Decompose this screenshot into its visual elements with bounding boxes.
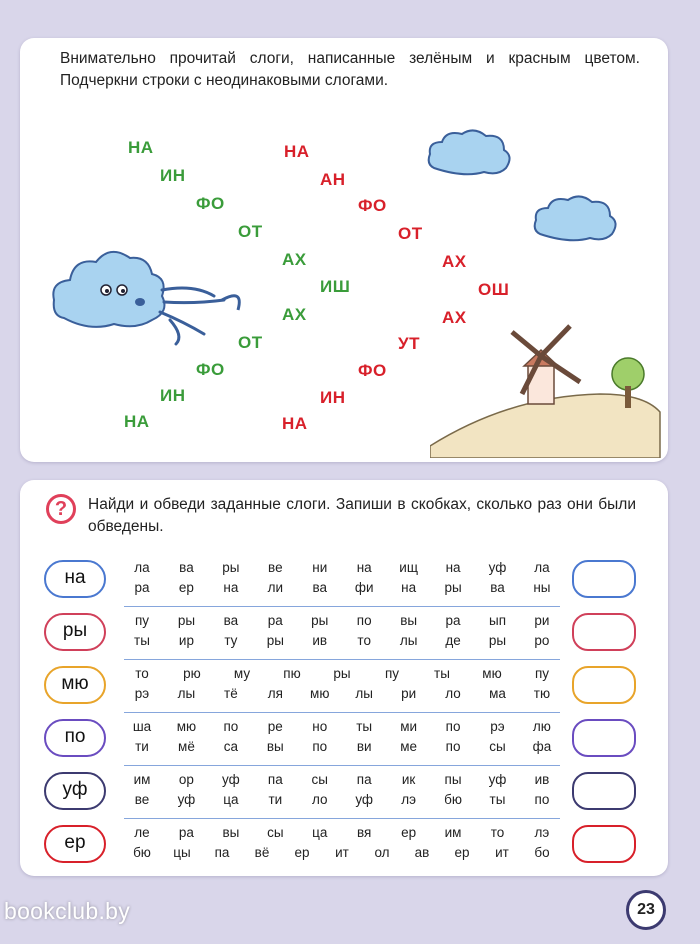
- syllable[interactable]: ты: [489, 792, 506, 807]
- syllable-line: [122, 578, 562, 598]
- syllable[interactable]: ир: [178, 633, 194, 648]
- syllable[interactable]: ер: [178, 580, 194, 595]
- syllable[interactable]: вя: [357, 825, 372, 840]
- syllable[interactable]: ры: [177, 613, 196, 628]
- syllable[interactable]: ра: [267, 613, 283, 628]
- syllable[interactable]: ло: [311, 792, 328, 807]
- blowing-cloud-illustration: [44, 238, 244, 348]
- syllable-line: [122, 737, 562, 757]
- syllable[interactable]: ра: [134, 580, 150, 595]
- syllable[interactable]: ты: [434, 666, 450, 681]
- syllable[interactable]: ры: [488, 633, 507, 648]
- syllable-line: [122, 611, 562, 631]
- syllable[interactable]: цы: [173, 845, 191, 860]
- syllable[interactable]: пу: [384, 666, 400, 681]
- target-syllable: ер: [44, 825, 106, 863]
- target-syllable: ры: [44, 613, 106, 651]
- syllable-row: [122, 770, 562, 814]
- answer-box[interactable]: [572, 825, 636, 863]
- syllable[interactable]: пю: [283, 666, 301, 681]
- red-syllable: ФО: [358, 361, 387, 380]
- syllable[interactable]: вы: [400, 613, 418, 628]
- syllable[interactable]: ер: [294, 845, 310, 860]
- syllable[interactable]: са: [223, 739, 238, 754]
- syllable[interactable]: ры: [266, 633, 284, 648]
- row-separator: [124, 606, 560, 607]
- syllable[interactable]: ры: [222, 560, 240, 575]
- row-separator: [124, 818, 560, 819]
- syllable-row: [122, 611, 562, 655]
- syllable[interactable]: ры: [311, 613, 329, 628]
- target-syllable: уф: [44, 772, 106, 810]
- syllable[interactable]: уф: [222, 772, 240, 787]
- syllable[interactable]: ор: [178, 772, 194, 787]
- syllable[interactable]: по: [445, 739, 461, 754]
- red-syllable: АХ: [442, 308, 467, 327]
- syllable[interactable]: на: [401, 580, 417, 595]
- syllable[interactable]: мю: [310, 686, 330, 701]
- syllable[interactable]: рю: [183, 666, 201, 681]
- syllable[interactable]: ту: [224, 633, 238, 648]
- syllable-line: [122, 823, 562, 843]
- exercise-2-instruction: Найди и обведи заданные слоги. Запиши в скобках, сколько раз они были обведены.: [88, 496, 636, 535]
- syllable[interactable]: ра: [178, 825, 194, 840]
- red-syllable: ФО: [358, 196, 387, 215]
- syllable-row: [122, 558, 562, 602]
- green-syllable: ФО: [196, 194, 225, 213]
- syllable-line: [122, 631, 562, 651]
- red-syllable: ИН: [320, 388, 346, 407]
- green-syllable: ИШ: [320, 277, 351, 296]
- syllable-row: [122, 717, 562, 761]
- syllable[interactable]: сы: [267, 825, 284, 840]
- syllable-line: [122, 684, 562, 704]
- syllable[interactable]: ме: [400, 739, 418, 754]
- syllable[interactable]: на: [356, 560, 372, 575]
- syllable[interactable]: ты: [134, 633, 150, 648]
- syllable[interactable]: уф: [488, 560, 507, 575]
- syllable[interactable]: лы: [399, 633, 418, 648]
- green-syllable: АХ: [282, 250, 307, 269]
- exercise-card-2: [20, 480, 668, 876]
- syllable[interactable]: ри: [401, 686, 417, 701]
- syllable[interactable]: ры: [444, 580, 462, 595]
- syllable[interactable]: ив: [312, 633, 328, 648]
- syllable[interactable]: бю: [444, 792, 462, 807]
- red-syllable: АН: [320, 170, 346, 189]
- syllable[interactable]: ве: [134, 792, 150, 807]
- syllable[interactable]: ре: [267, 719, 283, 734]
- syllable[interactable]: ла: [134, 560, 150, 575]
- syllable[interactable]: ла: [534, 560, 550, 575]
- syllable[interactable]: ти: [135, 739, 149, 754]
- syllable[interactable]: вы: [266, 739, 284, 754]
- red-syllable: ОТ: [398, 224, 423, 243]
- syllable[interactable]: сы: [311, 772, 328, 787]
- syllable[interactable]: ца: [312, 825, 328, 840]
- syllable[interactable]: по: [223, 719, 239, 734]
- syllable-line: [122, 664, 562, 684]
- syllable[interactable]: рэ: [134, 686, 150, 701]
- syllable[interactable]: вё: [254, 845, 270, 860]
- syllable[interactable]: уф: [177, 792, 196, 807]
- answer-box[interactable]: [572, 719, 636, 757]
- green-syllable: ИН: [160, 166, 186, 185]
- syllable[interactable]: по: [312, 739, 328, 754]
- answer-box[interactable]: [572, 666, 636, 704]
- green-syllable: ИН: [160, 386, 186, 405]
- syllable[interactable]: ып: [488, 613, 506, 628]
- syllable[interactable]: по: [356, 613, 372, 628]
- syllable[interactable]: по: [534, 792, 550, 807]
- red-syllable: АХ: [442, 252, 467, 271]
- syllable[interactable]: фа: [532, 739, 552, 754]
- target-syllable: мю: [44, 666, 106, 704]
- syllable[interactable]: ва: [179, 560, 194, 575]
- syllable-line: [122, 790, 562, 810]
- syllable[interactable]: ол: [374, 845, 390, 860]
- syllable[interactable]: де: [445, 633, 461, 648]
- green-syllable: НА: [128, 138, 154, 157]
- syllable[interactable]: ив: [534, 772, 550, 787]
- syllable[interactable]: то: [357, 633, 371, 648]
- syllable[interactable]: тё: [224, 686, 238, 701]
- target-syllable: на: [44, 560, 106, 598]
- syllable[interactable]: лэ: [534, 825, 550, 840]
- syllable[interactable]: ли: [267, 580, 284, 595]
- green-syllable: НА: [124, 412, 150, 431]
- row-separator: [124, 765, 560, 766]
- red-syllable: НА: [284, 142, 310, 161]
- site-logo: bookclub.by: [4, 898, 131, 924]
- cloud-illustration: [424, 124, 514, 180]
- syllable[interactable]: пы: [444, 772, 462, 787]
- syllable[interactable]: ви: [356, 739, 372, 754]
- syllable[interactable]: им: [444, 825, 462, 840]
- question-mark-icon: ?: [46, 494, 76, 524]
- syllable[interactable]: ра: [445, 613, 461, 628]
- syllable[interactable]: ло: [445, 686, 461, 701]
- syllable[interactable]: ты: [356, 719, 373, 734]
- syllable[interactable]: ны: [533, 580, 551, 595]
- exercise-1-instruction: Внимательно прочитай слоги, написанные зелёным и красным цветом. Подчеркни строки с неодинаковыми слогами.: [60, 50, 640, 89]
- syllable[interactable]: ри: [534, 613, 550, 628]
- syllable[interactable]: ля: [267, 686, 283, 701]
- syllable[interactable]: лэ: [401, 792, 416, 807]
- syllable[interactable]: ры: [333, 666, 351, 681]
- syllable-row: [122, 664, 562, 708]
- syllable[interactable]: ер: [401, 825, 417, 840]
- syllable[interactable]: ва: [312, 580, 328, 595]
- syllable[interactable]: уф: [355, 792, 374, 807]
- syllable[interactable]: но: [312, 719, 328, 734]
- syllable[interactable]: лы: [177, 686, 196, 701]
- syllable[interactable]: ит: [495, 845, 509, 860]
- syllable[interactable]: пу: [134, 613, 150, 628]
- green-syllable: ОТ: [238, 333, 263, 352]
- syllable[interactable]: ит: [335, 845, 349, 860]
- syllable[interactable]: ма: [489, 686, 506, 701]
- windmill-hill-illustration: [430, 312, 666, 458]
- syllable[interactable]: ца: [223, 792, 239, 807]
- syllable[interactable]: то: [135, 666, 149, 681]
- syllable[interactable]: бю: [133, 845, 151, 860]
- syllable[interactable]: ве: [268, 560, 283, 575]
- cloud-illustration: [530, 190, 624, 244]
- exercise-card-1: [20, 38, 668, 462]
- syllable[interactable]: ро: [534, 633, 550, 648]
- syllable-line: [122, 843, 562, 863]
- syllable[interactable]: па: [214, 845, 230, 860]
- row-separator: [124, 659, 560, 660]
- syllable[interactable]: рэ: [490, 719, 505, 734]
- syllable[interactable]: ти: [268, 792, 283, 807]
- syllable[interactable]: ва: [223, 613, 239, 628]
- syllable-line: [122, 770, 562, 790]
- syllable[interactable]: пу: [534, 666, 550, 681]
- page-number: 23: [626, 890, 666, 930]
- syllable[interactable]: лы: [355, 686, 373, 701]
- syllable[interactable]: ни: [312, 560, 328, 575]
- green-syllable: ОТ: [238, 222, 263, 241]
- syllable[interactable]: ва: [490, 580, 505, 595]
- syllable[interactable]: сы: [489, 739, 506, 754]
- answer-box[interactable]: [572, 613, 636, 651]
- answer-box[interactable]: [572, 772, 636, 810]
- syllable[interactable]: по: [445, 719, 461, 734]
- syllable[interactable]: лю: [532, 719, 551, 734]
- syllable[interactable]: ав: [414, 845, 430, 860]
- syllable[interactable]: ер: [454, 845, 470, 860]
- syllable[interactable]: ми: [400, 719, 418, 734]
- syllable-row: [122, 823, 562, 867]
- syllable[interactable]: му: [233, 666, 251, 681]
- red-syllable: ОШ: [478, 280, 510, 299]
- syllable[interactable]: па: [356, 772, 372, 787]
- green-syllable: АХ: [282, 305, 307, 324]
- syllable[interactable]: ша: [132, 719, 152, 734]
- syllable[interactable]: фи: [354, 580, 374, 595]
- syllable[interactable]: бо: [534, 845, 550, 860]
- syllable[interactable]: ищ: [399, 560, 418, 575]
- syllable[interactable]: уф: [488, 772, 507, 787]
- syllable-line: [122, 558, 562, 578]
- red-syllable: УТ: [398, 334, 420, 353]
- syllable[interactable]: ик: [401, 772, 416, 787]
- syllable[interactable]: мю: [176, 719, 197, 734]
- syllable[interactable]: вы: [222, 825, 240, 840]
- syllable[interactable]: мю: [482, 666, 502, 681]
- syllable[interactable]: тю: [533, 686, 551, 701]
- red-syllable: НА: [282, 414, 308, 433]
- syllable[interactable]: ле: [134, 825, 150, 840]
- syllable[interactable]: на: [223, 580, 239, 595]
- syllable-line: [122, 717, 562, 737]
- syllable[interactable]: на: [445, 560, 461, 575]
- answer-box[interactable]: [572, 560, 636, 598]
- target-syllable: по: [44, 719, 106, 757]
- syllable[interactable]: мё: [178, 739, 195, 754]
- syllable[interactable]: то: [490, 825, 505, 840]
- syllable[interactable]: па: [267, 772, 283, 787]
- green-syllable: ФО: [196, 360, 225, 379]
- syllable[interactable]: им: [133, 772, 151, 787]
- row-separator: [124, 712, 560, 713]
